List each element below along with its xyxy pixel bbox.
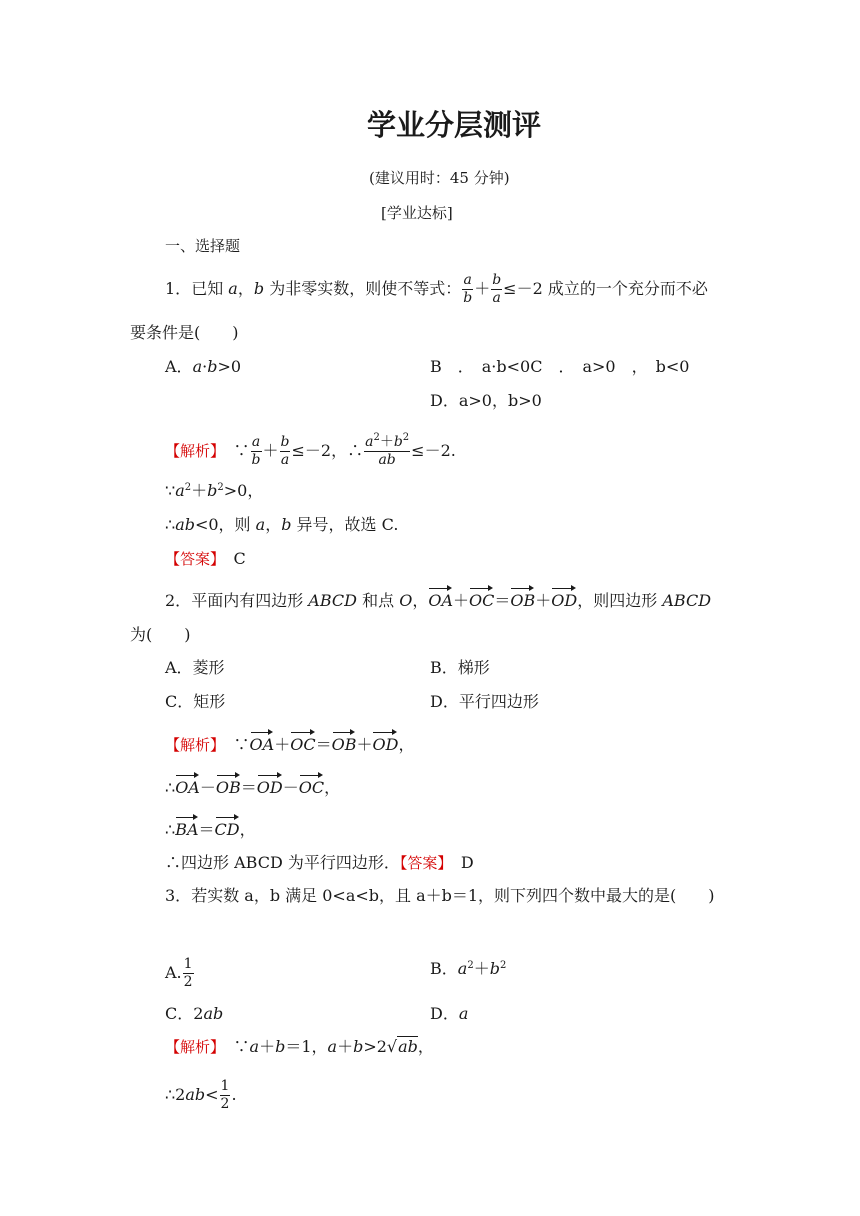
answer-tag: 【答案】 [165,550,218,568]
q2-option-b: B．梯形 [430,658,490,677]
q1-option-b-c: B ． a·b<0C ． a>0 ， b<0 [430,357,690,376]
q1-stem-b: 为非零实数，则使不等式： [269,279,462,298]
q2-analysis: 【解析】 ∵OA＋OC＝OB＋OD， [165,735,415,754]
page-title: 学业分层测评 [367,108,542,142]
level-heading: [学业达标] [381,204,453,222]
q1-answer [165,549,246,569]
q1-analysis: 【解析】 ∵ $\frac{a}{b}$ ＋ $\frac{b}{a}$ ≤－2，∴ $\frac{a^2+b^2}{ab}$ ≤－2. [165,432,456,468]
q1-stem-c: ≤－2 成立的一个充分而不必 [503,279,708,298]
q1-step-2: ∴ab<0，则 a，b 异号，故选 C. [165,515,399,534]
analysis-tag: 【解析】 [165,442,218,460]
q2-option-d: D．平行四边形 [430,692,539,711]
q3-option-d: D．a [430,1004,469,1023]
q1-number: 1． [165,279,192,298]
q1-stem-line2: 要条件是( ) [130,323,239,342]
q2-conclusion: ∴四边形 ABCD 为平行四边形．【答案】 D [165,853,474,872]
q3-option-a: A. $\frac{1}{2}$ [165,956,193,990]
q2-option-c: C．矩形 [165,692,226,711]
q1-option-a: A．a·b>0 [165,357,242,376]
q3-stem: 3．若实数 a，b 满足 0<a<b，且 a＋b＝1，则下列四个数中最大的是( ) [165,886,715,905]
q1-stem: 1．已知 a，b 为非零实数，则使不等式： $\frac{a}{b}$ ＋ $\frac{b}{a}$ ≤－2 成立的一个充分而不必 [165,272,708,306]
q2-step-2: ∴BA＝CD， [165,820,256,839]
q2-step-1: ∴OA－OB＝OD－OC， [165,778,341,797]
q3-step-1: ∴2ab< $\frac{1}{2}$ . [165,1078,237,1112]
q3-option-b: B．$a^2+b^2$ [430,959,507,978]
q1-answer-value: C [233,549,246,568]
q2-answer-value: D [460,853,474,872]
q1-step-1: $\because a^2+b^2>0$， [165,481,264,500]
q2-stem: 2．平面内有四边形 ABCD 和点 O，OA＋OC＝OB＋OD，则四边形 ABCD [165,591,712,610]
q3-analysis: 【解析】 ∵a＋b＝1，a＋b>2√ab， [165,1037,434,1056]
q3-option-c: C．2ab [165,1004,224,1023]
q1-option-d: D．a>0，b>0 [430,391,542,410]
q2-stem-line2: 为( ) [130,625,191,644]
section-heading: 一、选择题 [165,237,241,255]
q1-stem-a: 已知 [191,279,224,298]
time-hint: (建议用时：45 分钟) [369,169,510,187]
q2-option-a: A．菱形 [165,658,225,677]
